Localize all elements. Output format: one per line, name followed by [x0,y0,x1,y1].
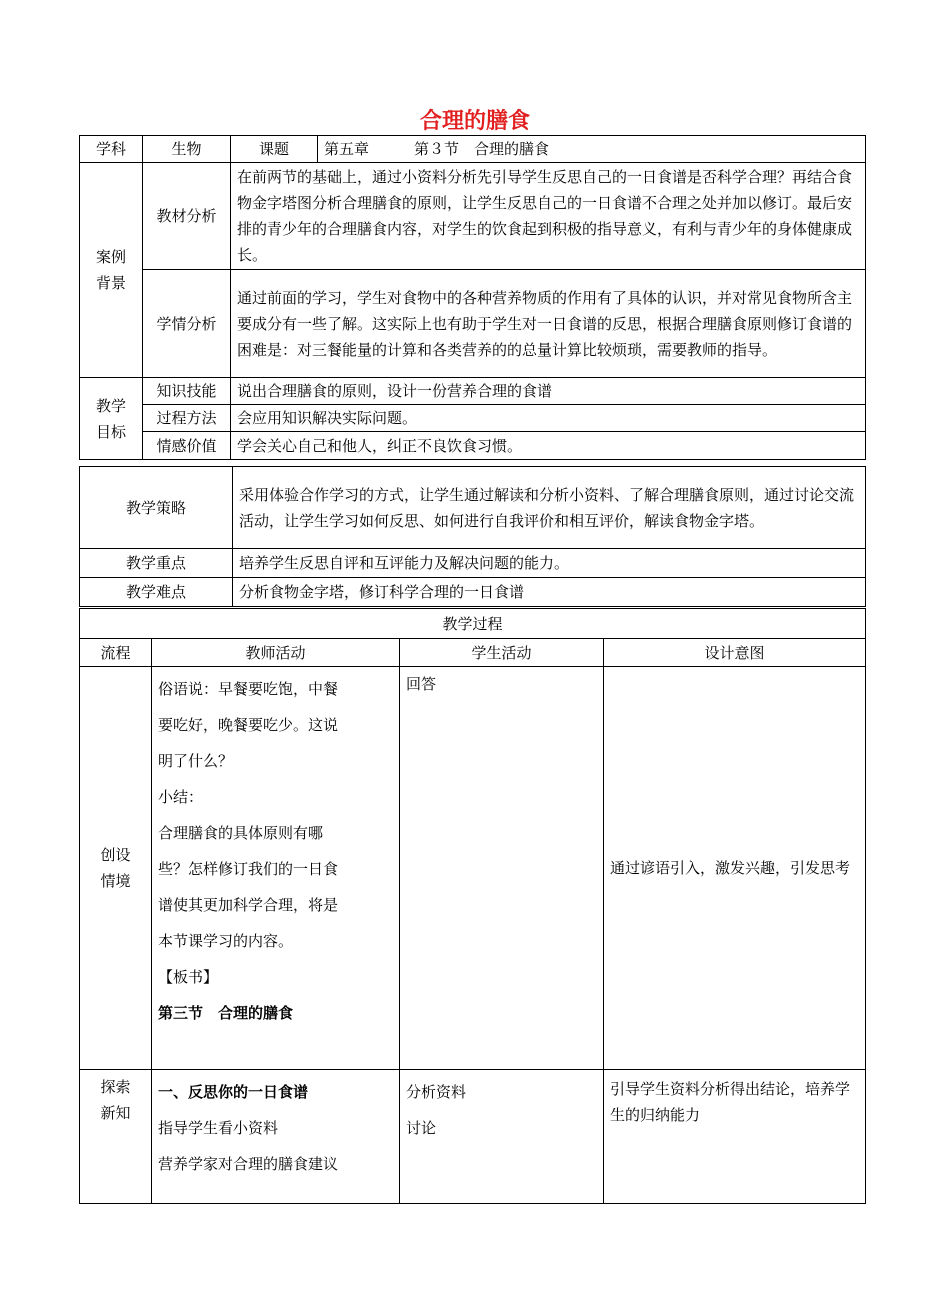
design-intent-explore: 引导学生资料分析得出结论，培养学生的归纳能力 [604,1070,866,1204]
subject-label: 学科 [80,136,143,163]
focus-label: 教学重点 [80,549,233,578]
section-heading: 一、反思你的一日食谱 [158,1083,309,1101]
student-line: 讨论 [406,1119,437,1137]
material-analysis-text: 在前两节的基础上，通过小资料分析先引导学生反思自己的一日食谱是否科学合理？再结合食物金字塔图分析合理膳食的原则，让学生反思自己的一日食谱不合理之处并加以修订。最后安排的青少年的合理膳食内容，对学生的饮食起到积极的指导意义，有利与青少年的身体健康成长。 [231,163,866,270]
subject-value: 生物 [143,136,231,163]
goal-emotion-text: 学会关心自己和他人，纠正不良饮食习惯。 [231,432,866,460]
header-student: 学生活动 [400,639,604,667]
teacher-line: 要吃好，晚餐要吃少。这说 [158,716,339,734]
teacher-activity-explore [152,1070,400,1204]
goals-label: 教学目标 [80,378,143,460]
teacher-line: 些？怎样修订我们的一日食 [158,860,339,878]
focus-text: 培养学生反思自评和互评能力及解决问题的能力。 [233,549,866,578]
teacher-line: 小结： [158,788,204,806]
student-line: 分析资料 [406,1083,467,1101]
material-analysis-label: 教材分析 [143,163,231,270]
difficulty-text: 分析食物金字塔，修订科学合理的一日食谱 [233,578,866,607]
topic-label: 课题 [231,136,318,163]
header-teacher: 教师活动 [152,639,400,667]
strategy-text: 采用体验合作学习的方式，让学生通过解读和分析小资料、了解合理膳食原则，通过讨论交流活动，让学生学习如何反思、如何进行自我评价和相互评价，解读食物金字塔。 [233,467,866,549]
process-title: 教学过程 [80,609,866,639]
flow-explore: 探索新知 [80,1070,152,1204]
teacher-line: 明了什么？ [158,752,234,770]
teacher-line: 俗语说：早餐要吃饱，中餐 [158,680,339,698]
teacher-line: 【板书】 [158,968,219,986]
difficulty-label: 教学难点 [80,578,233,607]
teacher-line: 营养学家对合理的膳食建议 [158,1155,339,1173]
student-analysis-text: 通过前面的学习，学生对食物中的各种营养物质的作用有了具体的认识，并对常见食物所含主要成分有一些了解。这实际上也有助于学生对一日食谱的反思，根据合理膳食原则修订食谱的困难是：对三餐能量的计算和各类营养的的总量计算比较烦琐，需要教师的指导。 [231,270,866,378]
strategy-label: 教学策略 [80,467,233,549]
teacher-line: 合理膳食的具体原则有哪 [158,824,324,842]
teacher-activity-scenario [152,667,400,1070]
background-label: 案例背景 [80,163,143,378]
teacher-line: 指导学生看小资料 [158,1119,279,1137]
header-design: 设计意图 [604,639,866,667]
design-intent-scenario: 通过谚语引入，激发兴趣，引发思考 [604,667,866,1070]
goal-process-label: 过程方法 [143,405,231,432]
page-title: 合理的膳食 [419,109,530,134]
student-analysis-label: 学情分析 [143,270,231,378]
lesson-info-table [79,135,866,460]
topic-value: 第五章 第３节 合理的膳食 [318,136,866,163]
process-table [79,608,866,1204]
board-heading: 第三节 合理的膳食 [158,1004,294,1022]
flow-scenario: 创设情境 [80,667,152,1070]
teacher-line: 谱使其更加科学合理，将是 [158,896,339,914]
goal-process-text: 会应用知识解决实际问题。 [231,405,866,432]
teacher-line: 本节课学习的内容。 [158,932,294,950]
goal-knowledge-text: 说出合理膳食的原则，设计一份营养合理的食谱 [231,378,866,405]
student-activity-scenario: 回答 [400,667,604,1070]
goal-knowledge-label: 知识技能 [143,378,231,405]
goal-emotion-label: 情感价值 [143,432,231,460]
student-activity-explore [400,1070,604,1204]
header-flow: 流程 [80,639,152,667]
strategy-table [79,466,866,607]
